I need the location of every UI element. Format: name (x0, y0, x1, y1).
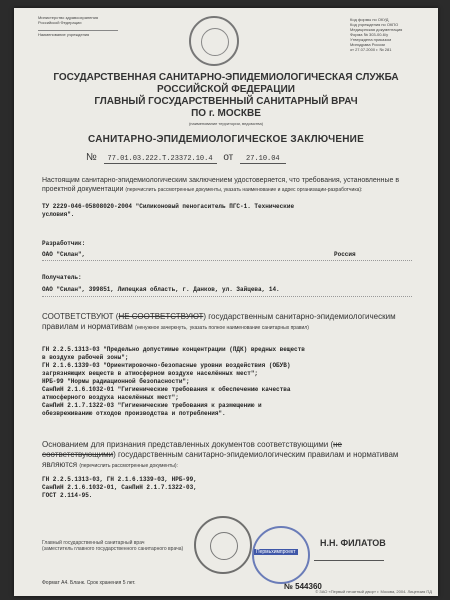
form-code-line: от 27.07.2000 г. № 281 (350, 47, 392, 52)
printer-note: © ЗАО «Первый печатный двор» г. Москва, 2004. Лицензия ПД (315, 589, 432, 594)
basis-note: (перечислить рассмотренные документы): (79, 463, 178, 469)
basis-doc-line: СанПиН 2.1.6.1032-01, СанПиН 2.1.7.1322-03, (42, 484, 197, 491)
header-line-2: РОССИЙСКОЙ ФЕДЕРАЦИИ (157, 84, 295, 95)
signature-role (42, 540, 202, 552)
basis-doc-line: ГОСТ 2.114-95. (42, 492, 93, 499)
ministry-block (38, 15, 118, 37)
form-code-line: Минздрава России (350, 42, 385, 47)
form-code-block (350, 17, 430, 52)
number-value: 77.01.03.222.Т.23372.10.4 (104, 155, 217, 164)
doc-ref (42, 203, 412, 219)
recipient-label: Получатель: (42, 274, 82, 281)
norm-line: ГН 2.2.5.1313-03 "Предельно допустимые концентрации (ПДК) вредных веществ (42, 346, 305, 353)
norms-list (42, 346, 412, 418)
basis-text-1: Основанием для признания представленных документов соответствующими ( (42, 440, 334, 449)
norm-line: в воздухе рабочей зоны"; (42, 354, 129, 361)
ministry-line: Наименование учреждения (38, 32, 90, 37)
basis-docs (42, 476, 412, 500)
conformity-struck: НЕ СООТВЕТСТВУЮТ (118, 312, 204, 321)
header-line-4: ПО г. МОСКВЕ (191, 108, 261, 119)
conformity-rest: ) государственным санитарно-эпидемиологическим правилам и нормативам (42, 312, 396, 331)
emblem-seal-icon (189, 16, 239, 66)
intro-note: (перечислить рассмотренные документы, указать наименование и адрес организации-разработчика): (125, 187, 363, 193)
header-line-3: ГЛАВНЫЙ ГОСУДАРСТВЕННЫЙ САНИТАРНЫЙ ВРАЧ (94, 96, 358, 107)
basis-paragraph (42, 440, 412, 471)
form-code-line: Утверждена приказом (350, 37, 392, 42)
conformity-note-1: (ненужное зачеркнуть, (135, 325, 188, 331)
conformity-lead: СООТВЕТСТВУЮТ ( (42, 312, 119, 321)
doc-ref-line: ТУ 2229-046-05808020-2004 "Силиконовый пеногаситель ПГС-1. Технические (42, 203, 295, 210)
ministry-line: Российской Федерации (38, 20, 82, 25)
signatory-name: Н.Н. ФИЛАТОВ (320, 538, 386, 548)
basis-doc-line: ГН 2.2.5.1313-03, ГН 2.1.6.1339-03, НРБ-99, (42, 476, 197, 483)
norm-line: СанПиН 2.1.7.1322-03 "Гигиенические требования к размещению и (42, 402, 262, 409)
form-code-line: Медицинская документация (350, 27, 403, 32)
conformity-paragraph (42, 312, 412, 333)
form-code-line: Код формы по ОКУД (350, 17, 389, 22)
divider (42, 260, 412, 261)
form-code-line: Форма № 303-00-6/у (350, 32, 389, 37)
conformity-note-2: указать полное наименование санитарных правил) (189, 325, 309, 331)
recipient-address: ОАО "Силан", 399851, Липецкая область, г. Данков, ул. Зайцева, 14. (42, 286, 280, 293)
ministry-line: Министерство здравоохранения (38, 15, 98, 20)
number-prefix: № (86, 152, 97, 163)
divider (42, 296, 412, 297)
emblem-stamp-icon (194, 516, 252, 574)
intro-paragraph (42, 176, 412, 195)
header-line-1: ГОСУДАРСТВЕННАЯ САНИТАРНО-ЭПИДЕМИОЛОГИЧЕСКАЯ СЛУЖБА (53, 72, 399, 83)
norm-line: НРБ-99 "Нормы радиационной безопасности"; (42, 378, 190, 385)
serial-prefix: № (284, 582, 293, 591)
basis-struck-2: соответствующими (42, 450, 114, 459)
document-title: САНИТАРНО-ЭПИДЕМИОЛОГИЧЕСКОЕ ЗАКЛЮЧЕНИЕ (88, 134, 364, 145)
norm-line: ГН 2.1.6.1339-03 "Ориентировочно-безопасные уровни воздействия (ОБУВ) (42, 362, 291, 369)
serial-value: 544360 (295, 582, 322, 591)
intro-text: Настоящим санитарно-эпидемиологическим заключением удостоверяется, что требования, установленные в проектной документации (42, 177, 400, 193)
developer-name: ОАО "Силан", (42, 251, 86, 258)
developer-country: Россия (334, 251, 356, 258)
number-date: 27.10.04 (240, 155, 286, 164)
header-subnote: (наименование территории, ведомства) (188, 121, 264, 126)
signature-role-line: (заместитель главного государственного санитарного врача) (42, 546, 184, 552)
form-code-line: Код учреждения по ОКПО (350, 22, 399, 27)
doc-ref-line: условия". (42, 211, 75, 218)
stamp-label: Пермьхимпроект (256, 549, 296, 555)
basis-struck-1: не (333, 440, 343, 449)
norm-line: загрязняющих веществ в атмосферном воздухе населённых мест"; (42, 370, 259, 377)
norm-line: СанПиН 2.1.6.1032-01 "Гигиенические требования к обеспечению качества (42, 386, 291, 393)
basis-text-2: ) государственным санитарно-эпидемиологическим правилам и нормативам являются (42, 450, 399, 469)
document-sheet (14, 8, 438, 596)
footer-format: Формат А4. Бланк. Срок хранения 5 лет. (42, 580, 136, 586)
certificate-number (86, 152, 286, 163)
signature-role-line: Главный государственный санитарный врач (42, 540, 145, 546)
organization-stamp-icon (252, 526, 310, 584)
number-from: от (223, 152, 234, 163)
developer-label: Разработчик: (42, 240, 86, 247)
norm-line: обезвреживанию отходов производства и потребления". (42, 410, 226, 417)
norm-line: атмосферного воздуха населённых мест"; (42, 394, 179, 401)
